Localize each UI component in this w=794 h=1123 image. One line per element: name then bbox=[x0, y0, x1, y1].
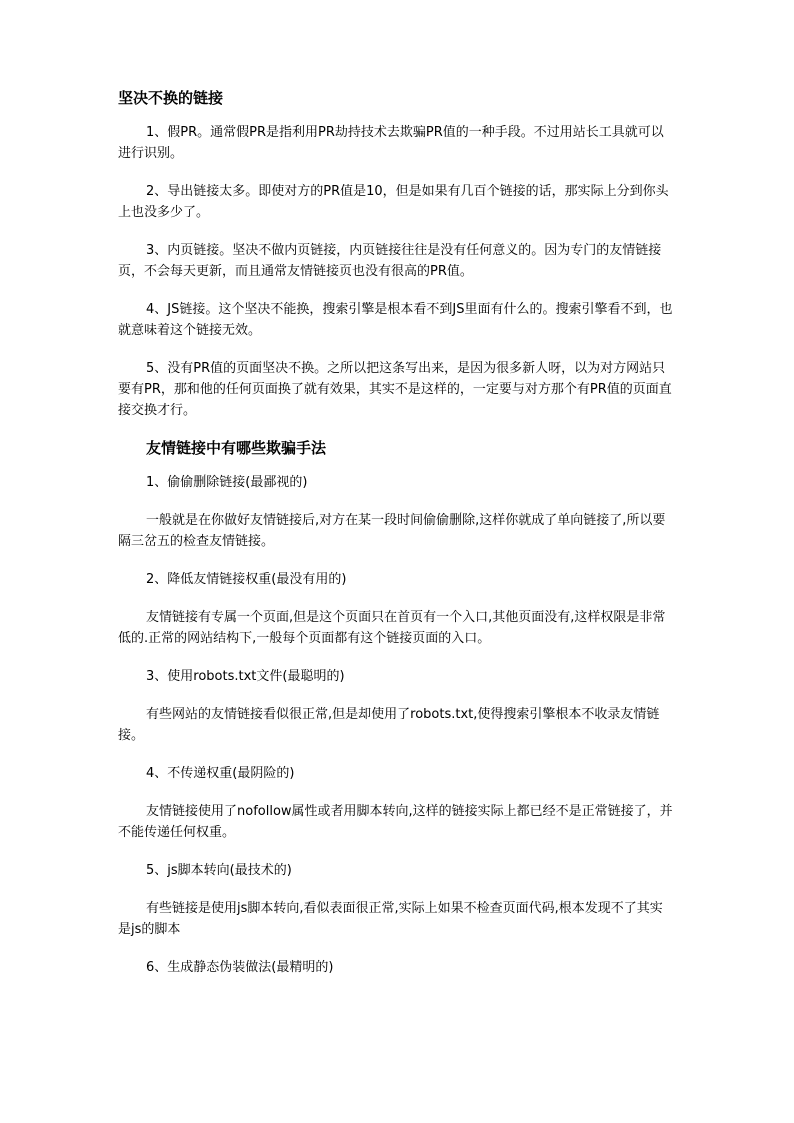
paragraph: 友情链接有专属一个页面,但是这个页面只在首页有一个入口,其他页面没有,这样权限是非常低的.正常的网站结构下,一般每个页面都有这个链接页面的入口。 bbox=[118, 610, 666, 646]
list-item-heading: 1、偷偷删除链接(最鄙视的) bbox=[146, 475, 308, 490]
paragraph: 2、导出链接太多。即使对方的PR值是10，但是如果有几百个链接的话，那实际上分到你头上也没多少了。 bbox=[118, 184, 669, 220]
list-item-heading: 3、使用robots.txt文件(最聪明的) bbox=[146, 669, 345, 684]
paragraph: 友情链接使用了nofollow属性或者用脚本转向,这样的链接实际上都已经不是正常链接了，并不能传递任何权重。 bbox=[118, 804, 673, 840]
paragraph: 有些链接是使用js脚本转向,看似表面很正常,实际上如果不检查页面代码,根本发现不了其实是js的脚本 bbox=[118, 901, 663, 937]
section-title-deception-tactics: 友情链接中有哪些欺骗手法 bbox=[146, 439, 327, 457]
list-item-heading: 6、生成静态伪装做法(最精明的) bbox=[146, 960, 334, 975]
paragraph: 1、假PR。通常假PR是指利用PR劫持技术去欺骗PR值的一种手段。不过用站长工具就可以进行识别。 bbox=[118, 125, 664, 161]
list-item-heading: 2、降低友情链接权重(最没有用的) bbox=[146, 572, 347, 587]
list-item-heading: 4、不传递权重(最阴险的) bbox=[146, 766, 295, 781]
paragraph: 5、没有PR值的页面坚决不换。之所以把这条写出来，是因为很多新人呀，以为对方网站只要有PR，那和他的任何页面换了就有效果，其实不是这样的，一定要与对方那个有PR值的页面直接交换才行。 bbox=[118, 361, 672, 418]
paragraph: 3、内页链接。坚决不做内页链接，内页链接往往是没有任何意义的。因为专门的友情链接页，不会每天更新，而且通常友情链接页也没有很高的PR值。 bbox=[118, 243, 662, 279]
paragraph: 一般就是在你做好友情链接后,对方在某一段时间偷偷删除,这样你就成了单向链接了,所以要隔三岔五的检查友情链接。 bbox=[118, 513, 666, 549]
section-title-unchangeable-links: 坚决不换的链接 bbox=[118, 89, 224, 107]
list-item-heading: 5、js脚本转向(最技术的) bbox=[146, 863, 292, 878]
document-page bbox=[118, 88, 674, 978]
paragraph: 有些网站的友情链接看似很正常,但是却使用了robots.txt,使得搜索引擎根本不收录友情链接。 bbox=[118, 707, 660, 743]
paragraph: 4、JS链接。这个坚决不能换，搜索引擎是根本看不到JS里面有什么的。搜索引擎看不到，也就意味着这个链接无效。 bbox=[118, 302, 673, 338]
